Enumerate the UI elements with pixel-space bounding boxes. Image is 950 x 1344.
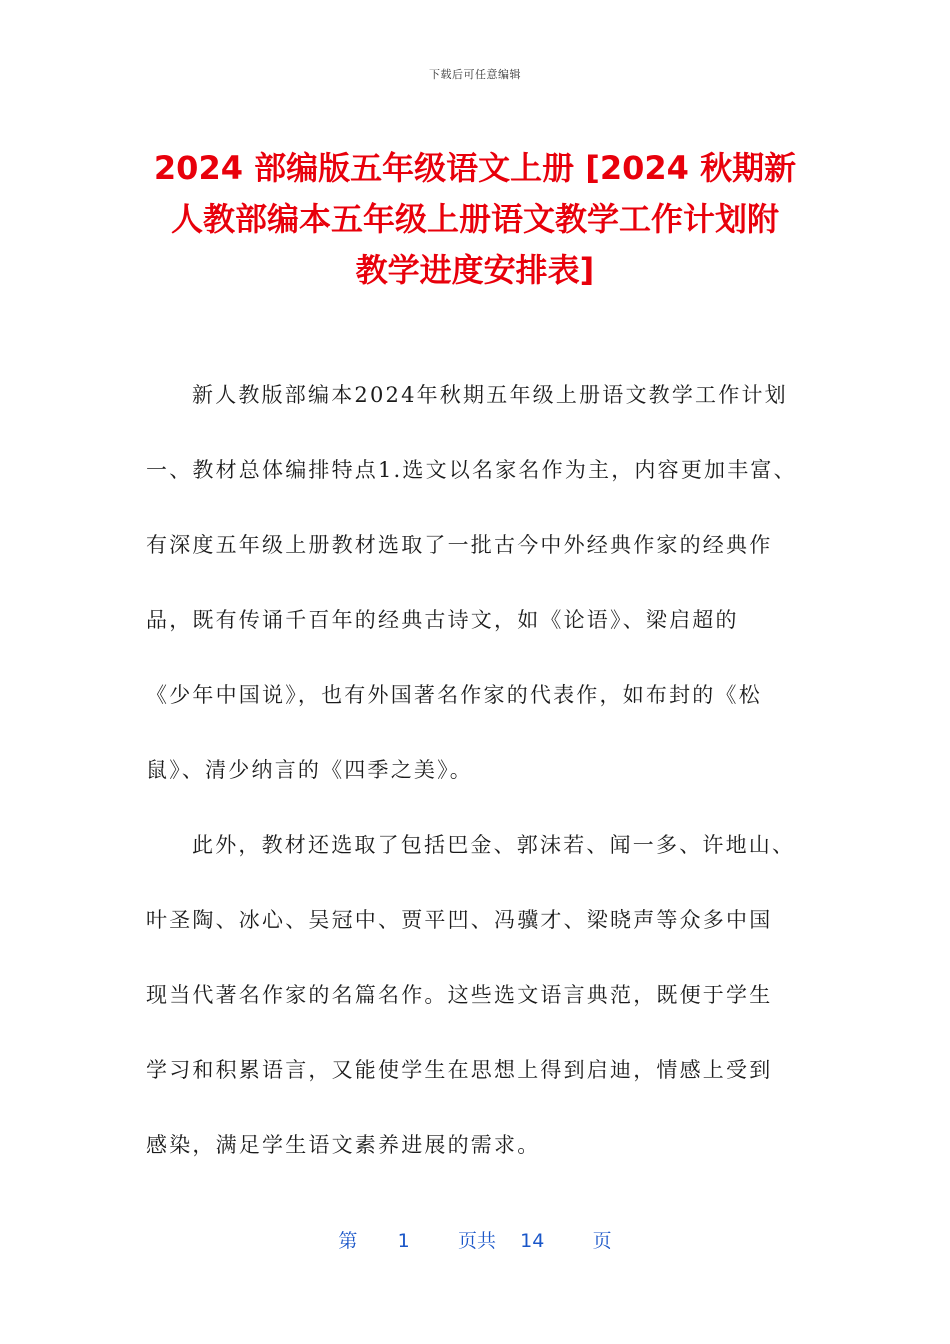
body-line: 此外，教材还选取了包括巴金、郭沫若、闻一多、许地山、 — [192, 833, 796, 857]
title-line: 教学进度安排表] — [355, 251, 595, 289]
body-line: 叶圣陶、冰心、吴冠中、贾平凹、冯骥才、梁晓声等众多中国 — [146, 908, 773, 932]
footer-total-pages: 14 — [520, 1230, 545, 1252]
body-line: 一、教材总体编排特点1.选文以名家名作为主，内容更加丰富、 — [146, 458, 797, 482]
body-line: 鼠》、清少纳言的《四季之美》。 — [146, 758, 473, 782]
header-note: 下载后可任意编辑 — [429, 68, 521, 81]
footer-middle: 页共 — [457, 1230, 496, 1252]
body-line: 品，既有传诵千百年的经典古诗文，如《论语》、梁启超的 — [146, 608, 739, 632]
body-line: 现当代著名作家的名篇名作。这些选文语言典范，既便于学生 — [146, 983, 773, 1007]
title-line: 2024 部编版五年级语文上册 [2024 秋期新 — [153, 149, 797, 187]
document-body — [146, 372, 818, 1197]
body-line: 新人教版部编本2024年秋期五年级上册语文教学工作计划 — [192, 383, 788, 407]
footer-current-page: 1 — [397, 1230, 410, 1252]
document-title — [120, 143, 830, 296]
body-line: 《少年中国说》，也有外国著名作家的代表作，如布封的《松 — [146, 683, 762, 707]
footer-prefix: 第 — [338, 1230, 358, 1252]
page-footer — [0, 1226, 950, 1253]
body-line: 学习和积累语言，又能使学生在思想上得到启迪，情感上受到 — [146, 1058, 773, 1082]
body-line: 感染，满足学生语文素养进展的需求。 — [146, 1133, 541, 1157]
footer-suffix: 页 — [592, 1230, 612, 1252]
body-line: 有深度五年级上册教材选取了一批古今中外经典作家的经典作 — [146, 533, 773, 557]
title-line: 人教部编本五年级上册语文教学工作计划附 — [170, 200, 779, 238]
